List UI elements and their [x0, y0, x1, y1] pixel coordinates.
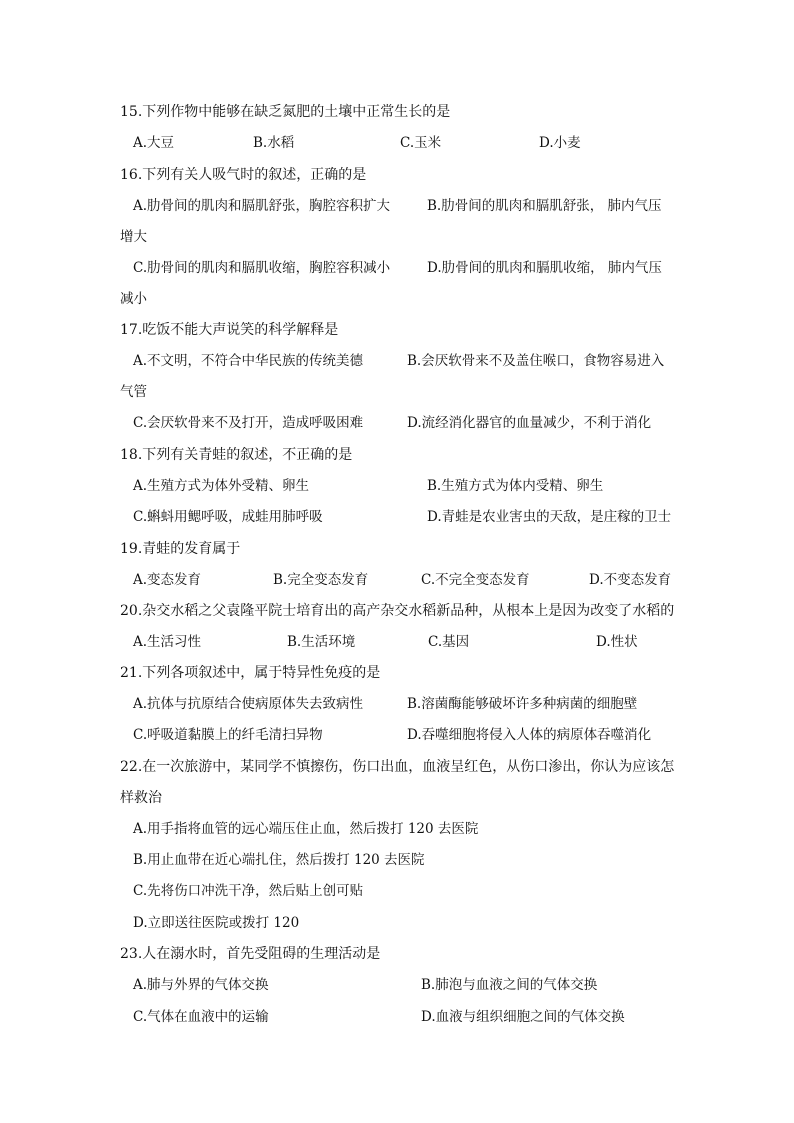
question-17-option-d: D.流经消化器官的血量减少，不利于消化 [407, 415, 652, 431]
question-17-option-b-wrap: 气管 [120, 384, 147, 400]
question-22-option-c: C.先将伤口冲洗干净，然后贴上创可贴 [133, 883, 364, 899]
question-19-option-d: D.不变态发育 [589, 572, 672, 588]
question-15-option-c: C.玉米 [400, 135, 442, 151]
question-19-stem: 19.青蛙的发育属于 [120, 541, 241, 557]
question-15-stem: 15.下列作物中能够在缺乏氮肥的土壤中正常生长的是 [120, 104, 451, 120]
question-21-option-c: C.呼吸道黏膜上的纤毛清扫异物 [133, 727, 323, 743]
question-22-option-a: A.用手指将血管的远心端压住止血，然后拨打 120 去医院 [133, 821, 479, 837]
question-19-option-b: B.完全变态发育 [273, 572, 369, 588]
question-21-option-b: B.溶菌酶能够破坏许多种病菌的细胞壁 [407, 696, 638, 712]
question-21-option-d: D.吞噬细胞将侵入人体的病原体吞噬消化 [407, 727, 652, 743]
question-18-option-d: D.青蛙是农业害虫的天敌，是庄稼的卫士 [427, 509, 672, 525]
question-16-option-a: A.肋骨间的肌肉和膈肌舒张，胸腔容积扩大 [133, 198, 391, 214]
question-16-stem: 16.下列有关人吸气时的叙述，正确的是 [120, 167, 367, 183]
question-23-stem: 23.人在溺水时，首先受阻碍的生理活动是 [120, 946, 381, 962]
question-20-option-b: B.生活环境 [287, 634, 356, 650]
question-21-option-a: A.抗体与抗原结合使病原体失去致病性 [133, 696, 364, 712]
question-21-stem: 21.下列各项叙述中，属于特异性免疫的是 [120, 665, 381, 681]
question-18-option-b: B.生殖方式为体内受精、卵生 [427, 478, 604, 494]
question-22-stem: 22.在一次旅游中，某同学不慎擦伤，伤口出血，血液呈红色，从伤口渗出，你认为应该怎 [120, 759, 675, 775]
question-19-option-a: A.变态发育 [133, 572, 202, 588]
question-18-option-a: A.生殖方式为体外受精、卵生 [133, 478, 310, 494]
question-20-option-c: C.基因 [428, 634, 470, 650]
question-23-option-b: B.肺泡与血液之间的气体交换 [421, 977, 598, 993]
question-17-option-c: C.会厌软骨来不及打开，造成呼吸困难 [133, 415, 364, 431]
question-22-option-b: B.用止血带在近心端扎住，然后拨打 120 去医院 [133, 852, 425, 868]
question-16-option-b-wrap: 增大 [120, 229, 147, 245]
question-20-stem: 20.杂交水稻之父袁隆平院士培育出的高产杂交水稻新品种，从根本上是因为改变了水稻的 [120, 603, 675, 619]
question-23-option-a: A.肺与外界的气体交换 [133, 977, 269, 993]
question-23-option-d: D.血液与组织细胞之间的气体交换 [421, 1009, 625, 1025]
question-16-option-b: B.肋骨间的肌肉和膈肌舒张， 肺内气压 [427, 198, 662, 214]
question-17-option-a: A.不文明，不符合中华民族的传统美德 [133, 353, 364, 369]
question-15-option-b: B.水稻 [253, 135, 295, 151]
question-18-stem: 18.下列有关青蛙的叙述，不正确的是 [120, 447, 353, 463]
question-15-option-a: A.大豆 [133, 135, 175, 151]
question-22-option-d: D.立即送往医院或拨打 120 [133, 915, 300, 931]
question-16-option-d: D.肋骨间的肌肉和膈肌收缩， 肺内气压 [427, 260, 662, 276]
question-19-option-c: C.不完全变态发育 [421, 572, 530, 588]
question-22-stem-continued: 样救治 [120, 790, 162, 806]
question-16-option-d-wrap: 减小 [120, 291, 147, 307]
question-15-option-d: D.小麦 [539, 135, 581, 151]
question-17-stem: 17.吃饭不能大声说笑的科学解释是 [120, 322, 339, 338]
question-17-option-b: B.会厌软骨来不及盖住喉口，食物容易进入 [407, 353, 665, 369]
question-23-option-c: C.气体在血液中的运输 [133, 1009, 269, 1025]
question-18-option-c: C.蝌蚪用鳃呼吸，成蛙用肺呼吸 [133, 509, 323, 525]
question-16-option-c: C.肋骨间的肌肉和膈肌收缩，胸腔容积减小 [133, 260, 391, 276]
question-20-option-d: D.性状 [596, 634, 638, 650]
question-20-option-a: A.生活习性 [133, 634, 202, 650]
